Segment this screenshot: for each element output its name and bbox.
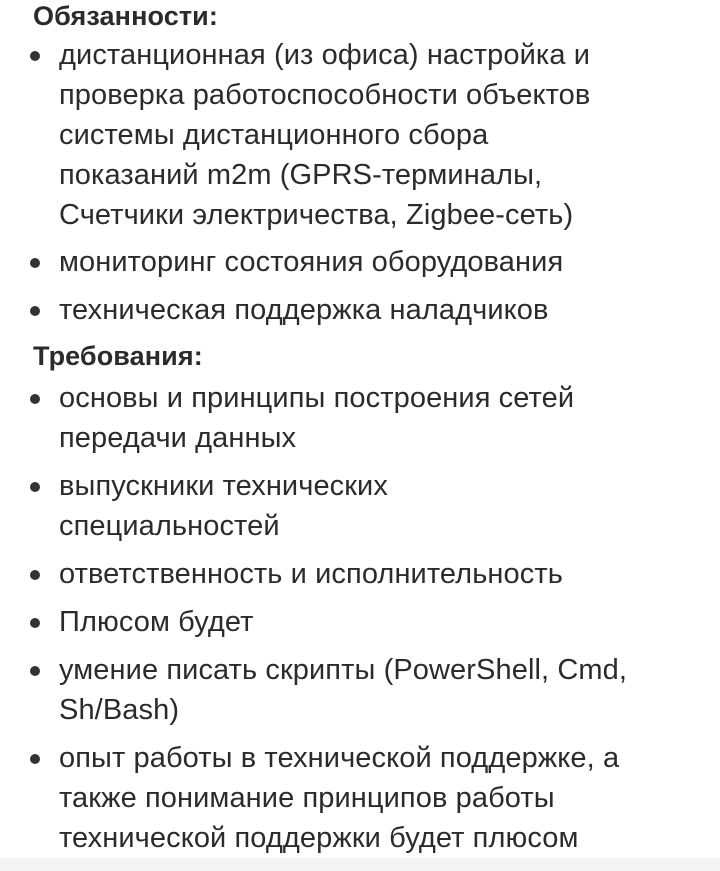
text-line: основы и принципы построения сетей — [59, 382, 575, 414]
list-item-text — [59, 466, 709, 546]
text-line: Sh/Bash) — [59, 694, 180, 726]
text-line: Плюсом будет — [59, 606, 254, 638]
list-item-text — [59, 554, 709, 594]
bullet-icon — [30, 754, 40, 764]
text-line: мониторинг состояния оборудования — [59, 246, 564, 278]
list-item-text — [59, 290, 709, 330]
heading-requirements: Требования: — [33, 341, 203, 371]
text-line: показаний m2m (GPRS-терминалы, — [59, 159, 543, 191]
text-line: проверка работоспособности объектов — [59, 79, 591, 111]
text-line: опыт работы в технической поддержке, а — [59, 742, 620, 774]
text-line: специальностей — [59, 510, 280, 542]
bottom-divider — [0, 858, 720, 871]
text-line: дистанционная (из офиса) настройка и — [59, 39, 591, 71]
text-line: также понимание принципов работы — [59, 782, 555, 814]
list-item-text — [59, 650, 709, 730]
text-line: ответственность и исполнительность — [59, 558, 563, 590]
bullet-icon — [30, 570, 40, 580]
list-item-text — [59, 738, 709, 858]
heading-duties: Обязанности: — [33, 1, 218, 31]
text-line: системы дистанционного сбора — [59, 119, 489, 151]
text-line: передачи данных — [59, 422, 297, 454]
list-item-text — [59, 602, 709, 642]
text-line: умение писать скрипты (PowerShell, Cmd, — [59, 654, 628, 686]
text-line: техническая поддержка наладчиков — [59, 294, 549, 326]
bullet-icon — [30, 666, 40, 676]
bullet-icon — [30, 394, 40, 404]
bullet-icon — [30, 482, 40, 492]
bullet-icon — [30, 51, 40, 61]
text-line: Счетчики электричества, Zigbee-сеть) — [59, 199, 574, 231]
bullet-icon — [30, 306, 40, 316]
text-line: выпускники технических — [59, 470, 388, 502]
bullet-icon — [30, 618, 40, 628]
list-item-text — [59, 242, 709, 282]
list-item-text — [59, 35, 709, 235]
bullet-icon — [30, 258, 40, 268]
text-line: технической поддержки будет плюсом — [59, 822, 579, 854]
list-item-text — [59, 378, 709, 458]
